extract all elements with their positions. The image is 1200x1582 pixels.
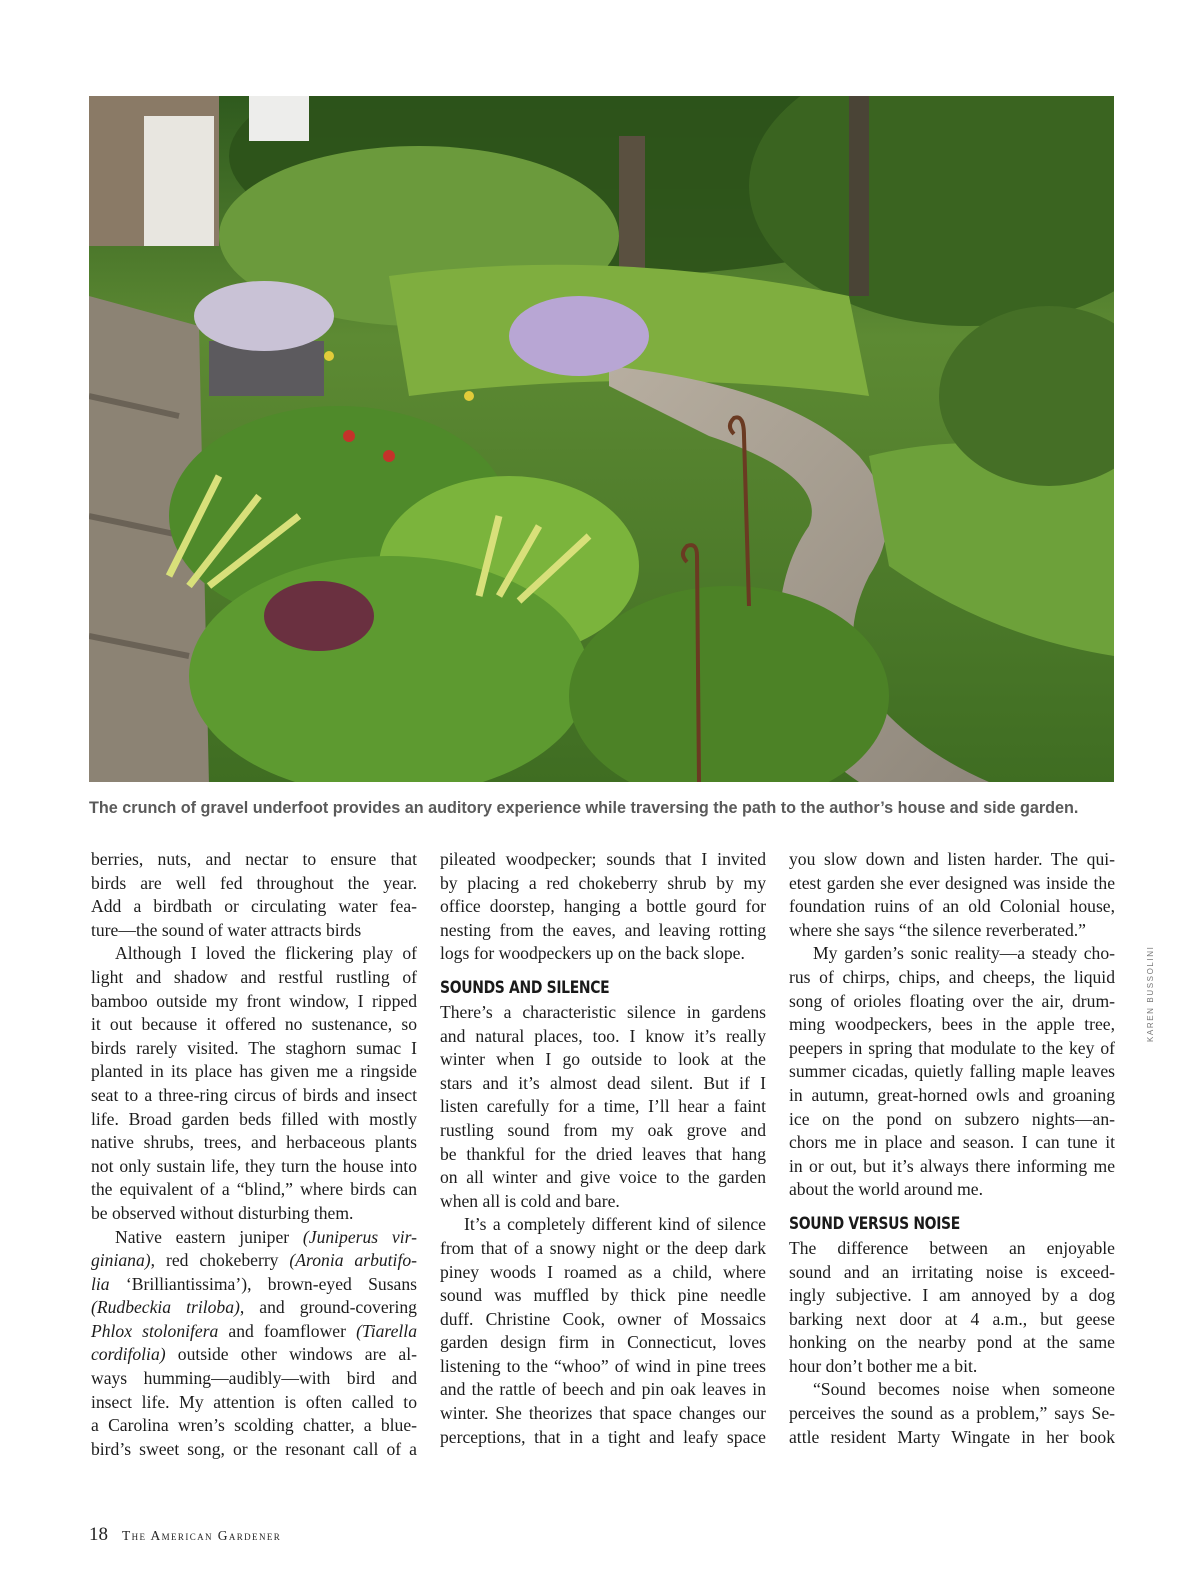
article-column-3 [789,848,1115,1449]
text-line: Although I loved the flickering play of [115,943,417,964]
text-line: rus of chirps, chips, and cheeps, the liquid [789,966,1115,987]
text-line: perceives the sound as a problem,” says Se- [789,1403,1115,1424]
text-line: barking next door at 4 a.m., but geese [789,1308,1115,1329]
text-line: ture—the sound of water attracts birds [91,919,362,940]
text-line: when all is cold and bare. [440,1190,620,1211]
text-line: attle resident Marty Wingate in her book [789,1426,1115,1447]
text-line: piney woods I roamed as a child, where [440,1261,766,1282]
garden-path-illustration [89,96,1114,782]
text-line: stars and it’s almost dead silent. But if I [440,1072,766,1093]
photo-caption: The crunch of gravel underfoot provides an auditory experience while traversing the path to the author’s house and side garden. [89,799,1079,817]
text-line: life. Broad garden beds filled with mostly [91,1108,417,1129]
text-line: about the world around me. [789,1179,983,1200]
text-line: song of orioles floating over the air, drum- [789,990,1115,1011]
text-line: Add a birdbath or circulating water fea- [91,896,417,917]
section-heading-sounds-and-silence: SOUNDS AND SILENCE [440,977,610,998]
text-line: rustling sound from my oak grove and [440,1119,766,1140]
publication-name: The American Gardener [122,1528,282,1543]
text-line: in autumn, great-horned owls and groaning [789,1084,1115,1105]
text-line: giniana), red chokeberry (Aronia arbutifo- [91,1250,417,1271]
text-line: foundation ruins of an old Colonial house, [789,896,1115,917]
text-line: winter. She theorizes that space changes our [440,1403,766,1424]
text-line: “Sound becomes noise when someone [813,1379,1115,1400]
text-line: berries, nuts, and nectar to ensure that [91,849,417,869]
text-line: ways humming—audibly—with bird and [91,1368,417,1389]
text-line: The difference between an enjoyable [789,1237,1115,1258]
text-line: seat to a three-ring circus of birds and insect [91,1084,417,1105]
text-line: cordifolia) outside other windows are al- [91,1344,417,1365]
section-heading-sound-versus-noise: SOUND VERSUS NOISE [789,1213,960,1234]
text-line: pileated woodpecker; sounds that I invited [440,849,766,869]
text-line: from that of a snowy night or the deep dark [440,1237,766,1258]
text-line: nesting from the eaves, and leaving rotting [440,919,766,940]
text-line: Native eastern juniper (Juniperus vir- [115,1226,417,1247]
text-line: (Rudbeckia triloba), and ground-covering [91,1297,417,1318]
text-line: Phlox stolonifera and foamflower (Tiarella [91,1320,417,1341]
text-line: office doorstep, hanging a bottle gourd for [440,896,766,917]
text-line: it out because it offered no sustenance, so [91,1014,417,1035]
text-line: winter when I go outside to look at the [440,1049,766,1070]
text-line: on all winter and give voice to the garden [440,1167,766,1188]
text-line: you slow down and listen harder. The qui- [789,849,1115,869]
text-line: by placing a red chokeberry shrub by my [440,872,766,893]
text-line: native shrubs, trees, and herbaceous plants [91,1132,417,1153]
text-line: summer cicadas, quietly falling maple leaves [789,1061,1115,1082]
text-line: etest garden she ever designed was inside the [789,872,1115,893]
text-line: sound was muffled by thick pine needle [440,1285,766,1306]
text-line: garden design firm in Connecticut, loves [440,1332,766,1353]
text-line: It’s a completely different kind of silence [464,1214,766,1235]
text-line: insect life. My attention is often called to [91,1391,417,1412]
text-line: birds rarely visited. The staghorn sumac I [91,1037,417,1058]
text-line: peepers in spring that modulate to the key of [789,1037,1115,1058]
text-line: My garden’s sonic reality—a steady cho- [813,943,1115,964]
text-line: sound and an irritating noise is exceed- [789,1261,1115,1282]
text-line: birds are well fed throughout the year. [91,872,417,893]
text-line: be thankful for the dried leaves that hang [440,1143,766,1164]
text-line: bamboo outside my front window, I ripped [91,990,417,1011]
text-line: ming woodpeckers, bees in the apple tree, [789,1014,1115,1035]
text-line: There’s a characteristic silence in gardens [440,1001,766,1022]
page-footer [89,1524,281,1546]
article-column-2 [440,848,766,1449]
text-line: hour don’t bother me a bit. [789,1355,978,1376]
text-line: where she says “the silence reverberated.” [789,919,1086,940]
page-number: 18 [89,1524,108,1545]
text-line: duff. Christine Cook, owner of Mossaics [440,1308,766,1329]
text-line: not only sustain life, they turn the house into [91,1155,417,1176]
text-line: chors me in place and season. I can tune it [789,1132,1115,1153]
text-line: ingly subjective. I am annoyed by a dog [789,1285,1115,1306]
text-line: light and shadow and restful rustling of [91,966,417,987]
photo-credit: KAREN BUSSOLINI [1146,945,1155,1042]
text-line: and the rattle of beech and pin oak leaves in [440,1379,766,1400]
text-line: lia ‘Brilliantissima’), brown-eyed Susans [91,1273,417,1294]
text-line: the equivalent of a “blind,” where birds can [91,1179,417,1200]
text-line: ice on the pond on subzero nights—an- [789,1108,1115,1129]
text-line: planted in its place has given me a ringside [91,1061,417,1082]
text-line: in or out, but it’s always there informing me [789,1155,1115,1176]
text-line: be observed without disturbing them. [91,1202,354,1223]
text-line: logs for woodpeckers up on the back slope. [440,943,745,964]
text-line: a Carolina wren’s scolding chatter, a blue- [91,1415,417,1436]
text-line: honking on the nearby pond at the same [789,1332,1115,1353]
text-line: listening to the “whoo” of wind in pine trees [440,1355,766,1376]
text-line: and natural places, too. I know it’s really [440,1025,766,1046]
text-line: bird’s sweet song, or the resonant call of a [91,1438,417,1459]
article-column-1 [91,848,417,1461]
garden-photo [89,96,1114,782]
text-line: perceptions, that in a tight and leafy space [440,1426,766,1447]
text-line: listen carefully for a time, I’ll hear a faint [440,1096,766,1117]
